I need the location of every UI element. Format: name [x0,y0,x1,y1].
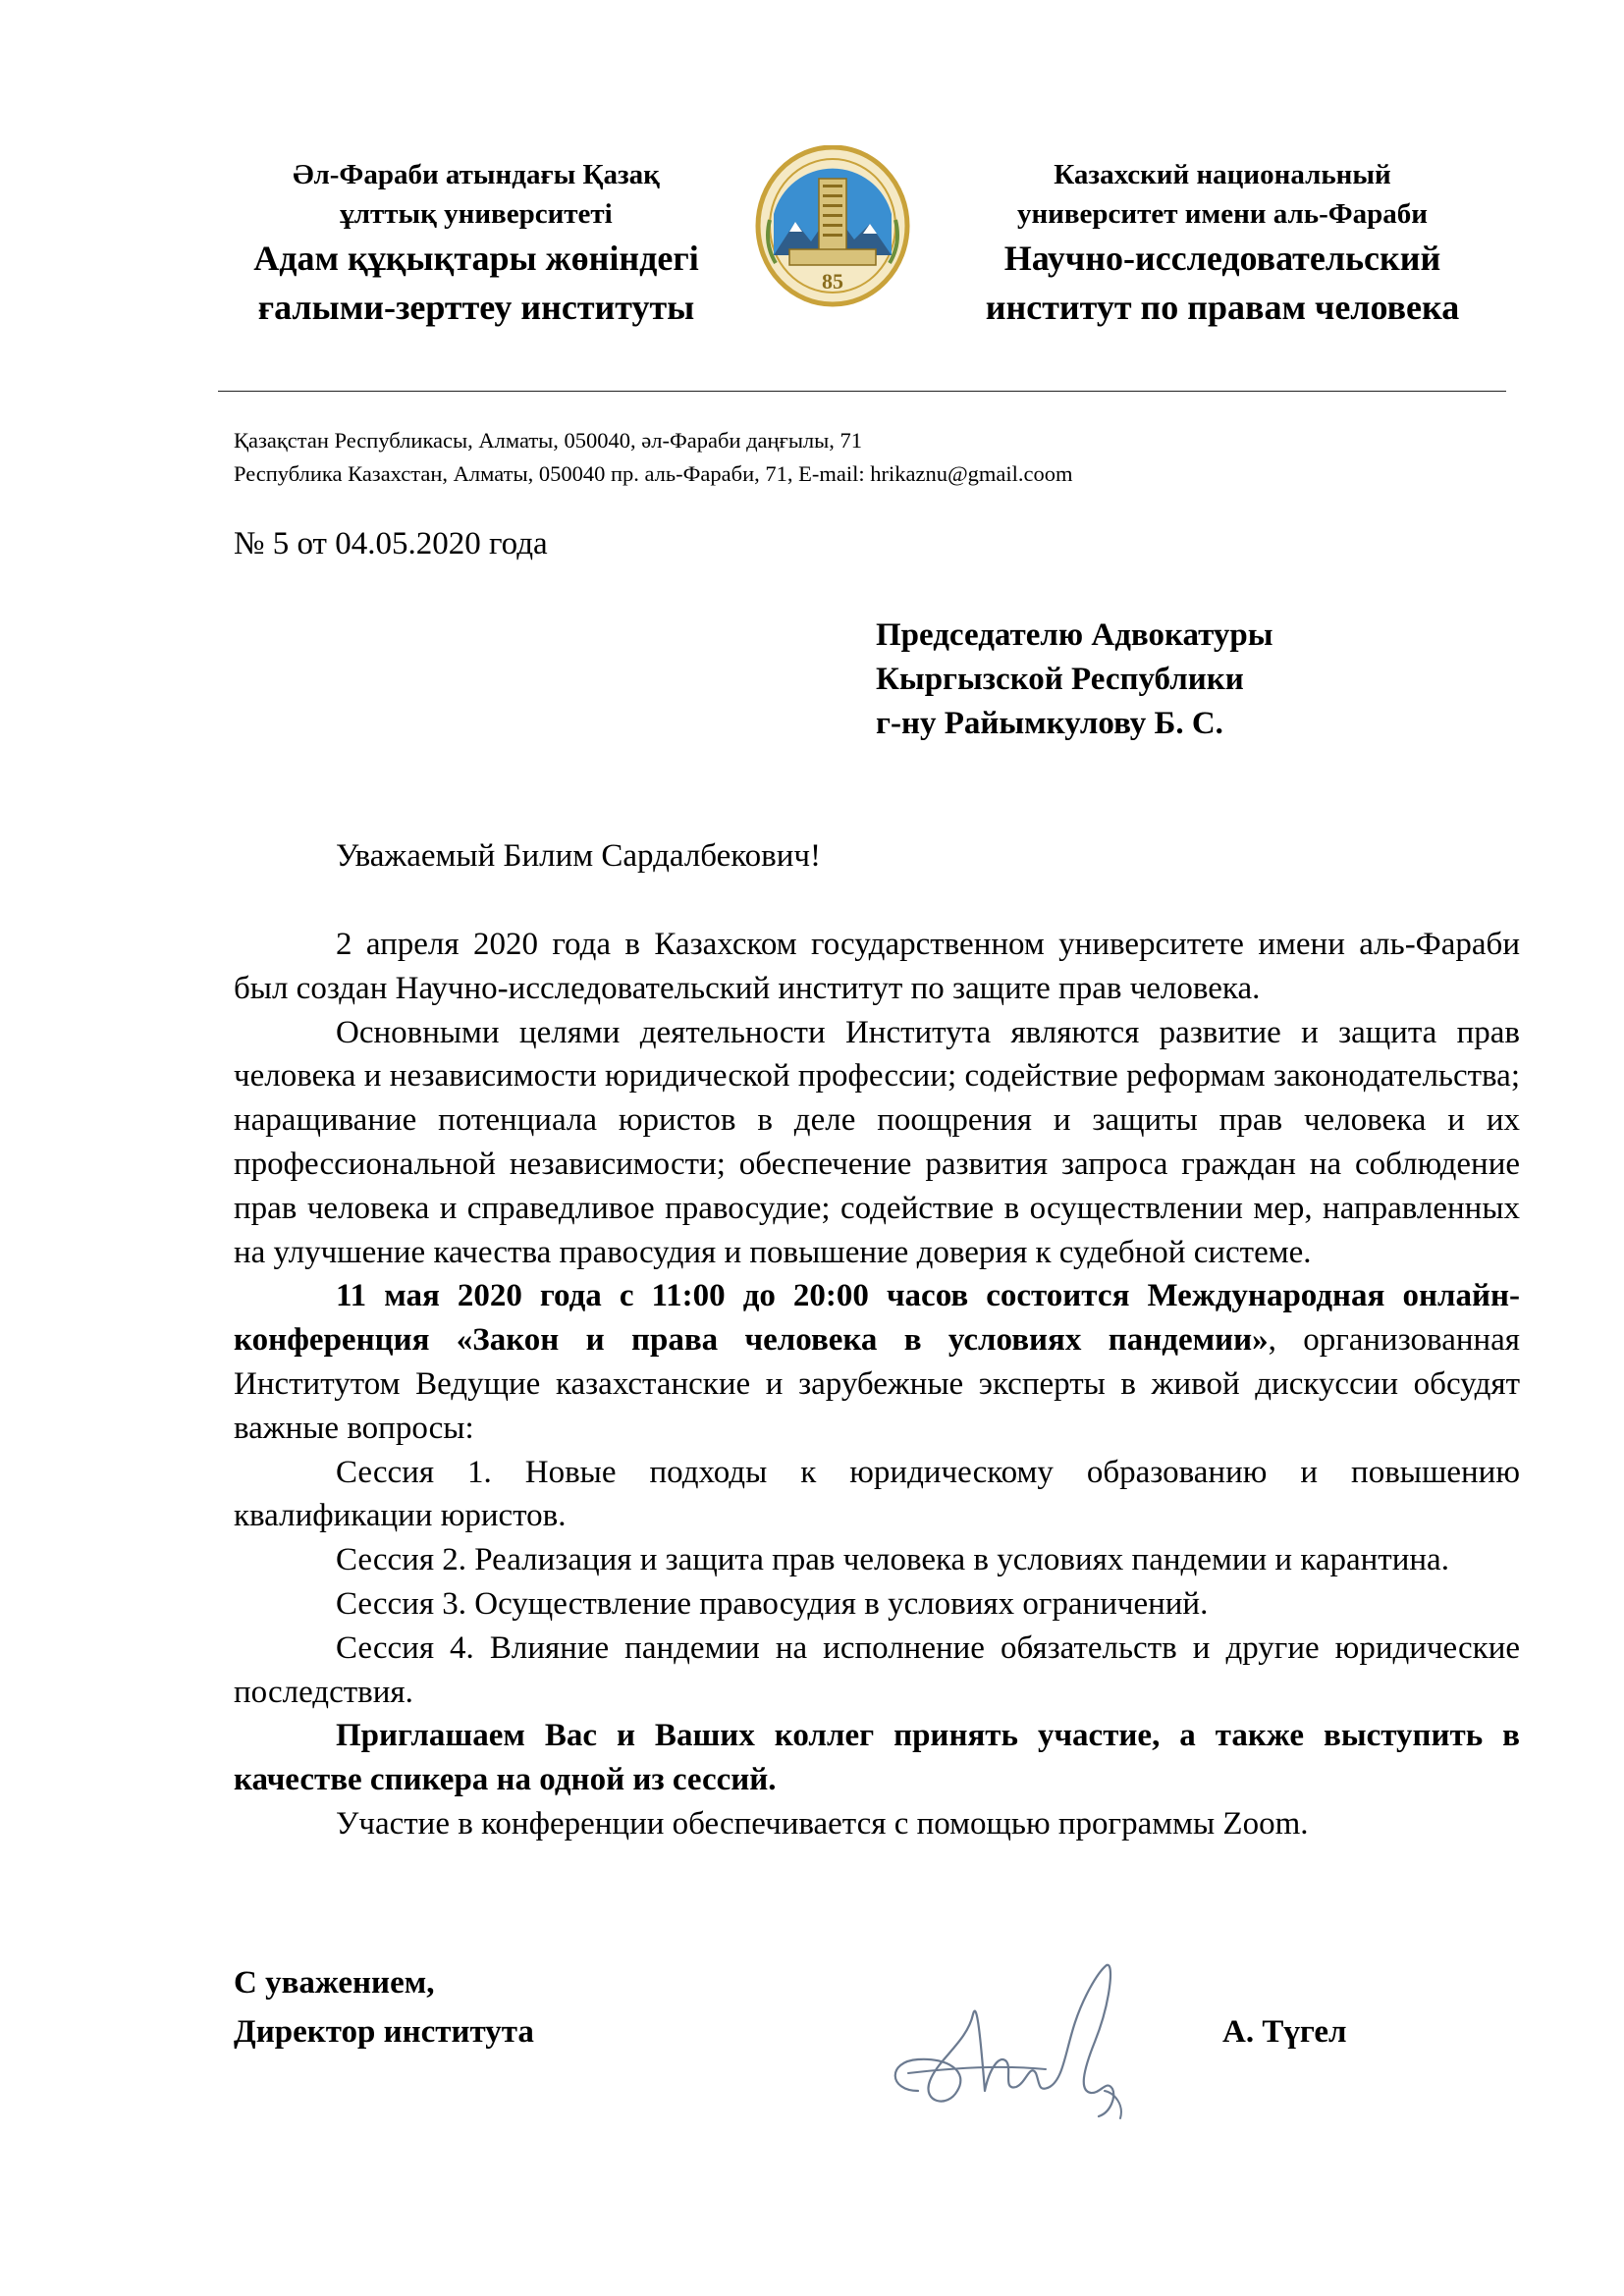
greeting: Уважаемый Билим Сардалбекович! [336,838,821,874]
conference-announcement: 11 мая 2020 года с 11:00 до 20:00 часов состоится Международная онлайн-конференция «Закон и права человека в условиях пандемии» [234,1278,1520,1359]
closing-block [234,1958,534,2056]
header-russian-line3: Научно-исследовательский [1003,239,1441,278]
invitation: Приглашаем Вас и Ваших коллег принять участие, а также выступить в качестве спикера на одной из сессий. [234,1718,1520,1798]
recipient-block [876,614,1273,746]
address-russian: Республика Казахстан, Алматы, 050040 пр. аль-Фараби, 71, E-mail: hrikaznu@gmail.coom [234,461,1073,486]
session-1: Сессия 1. Новые подходы к юридическому образованию и повышению квалификации юристов. [234,1454,1520,1534]
emblem-number: 85 [822,269,843,294]
reference-number: № 5 от 04.05.2020 года [234,526,548,561]
recipient-line2: Кыргызской Республики [876,662,1244,697]
recipient-line1: Председателю Адвокатуры [876,617,1273,653]
session-2: Сессия 2. Реализация и защита прав человека в условиях пандемии и карантина. [336,1542,1449,1578]
header-divider [218,391,1506,392]
header-russian [928,155,1517,332]
header-kazakh-line1: Әл-Фараби атындағы Қазақ [293,159,660,190]
signature-icon [879,1944,1183,2140]
header-russian-line4: институт по правам человека [985,288,1460,327]
session-3: Сессия 3. Осуществление правосудия в условиях ограничений. [336,1585,1209,1622]
closing-title: Директор института [234,2014,534,2050]
closing-regards: С уважением, [234,1965,435,2001]
paragraph-founding: 2 апреля 2020 года в Казахском государственном университете имени аль-Фараби был создан Научно-исследовательский институт по защите прав человека. [234,927,1520,1006]
address-kazakh: Қазақстан Республикасы, Алматы, 050040, әл-Фараби даңғылы, 71 [234,428,863,453]
header-kazakh-line2: ұлттық университеті [340,198,613,230]
signer-name: А. Түгел [1222,2014,1347,2050]
zoom-note: Участие в конференции обеспечивается с помощью программы Zoom. [336,1805,1309,1842]
conference-details: , организованная Институтом Ведущие казахстанские и зарубежные эксперты в живой дискуссии обсудят важные вопросы: [234,1322,1520,1446]
paragraph-goals: Основными целями деятельности Института являются развитие и защита прав человека и независимости юридической профессии; содействие реформам законодательства; наращивание потенциала юристов в деле поощрения и защиты прав человека и их профессиональной независимости; обеспечение развития запроса граждан на соблюдение прав человека и справедливое правосудие; содействие в осуществлении мер, направленных на улучшение качества правосудия и повышение доверия к судебной системе. [234,1014,1520,1270]
header-russian-line2: университет имени аль-Фараби [1016,198,1429,230]
letter-body [234,923,1520,1846]
session-4: Сессия 4. Влияние пандемии на исполнение обязательств и другие юридические последствия. [234,1629,1520,1710]
header-russian-line1: Казахский национальный [1054,159,1391,190]
header-kazakh [211,155,741,332]
header-kazakh-line4: ғалыми-зерттеу институты [257,288,695,327]
recipient-line3: г-ну Райымкулову Б. С. [876,706,1223,741]
university-emblem-icon [754,145,911,314]
address-block [234,424,1073,491]
paragraph-conference [234,1274,1520,1450]
header-kazakh-line3: Адам құқықтары жөніндегі [253,239,699,278]
